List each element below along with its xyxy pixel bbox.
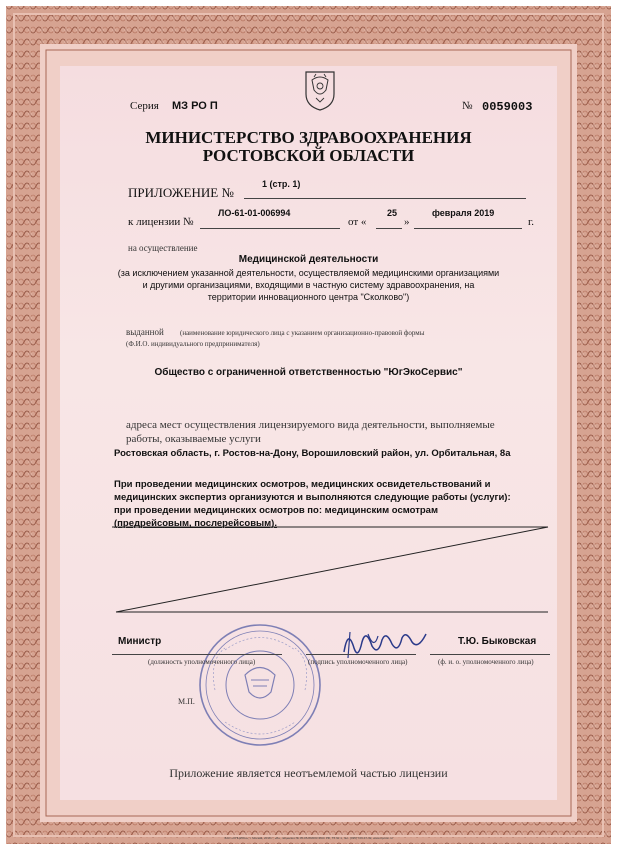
form-number: 0059003 [482,100,533,114]
signatory-name: Т.Ю. Быковская [458,636,537,647]
appendix-label: ПРИЛОЖЕНИЕ № [128,185,234,200]
ministry-title-line1: МИНИСТЕРСТВО ЗДРАВООХРАНЕНИЯ [145,128,472,147]
year-suffix: г. [528,216,535,228]
license-month-year: февраля 2019 [432,208,495,218]
activity-desc-line3: территории инновационного центра "Сколково") [207,292,410,302]
date-close-quote: » [404,216,410,228]
appendix-number: 1 (стр. 1) [262,179,301,189]
issued-note-line1: (наименование юридического лица с указанием организационно-правовой формы [180,329,425,337]
number-label: № [462,100,473,112]
footer-note: Приложение является неотъемлемой частью лицензии [169,766,448,780]
series-label: Серия [130,100,159,112]
appendix-underline [244,198,526,199]
license-number: ЛО-61-01-006994 [218,208,291,218]
caption-signature: (подпись уполномоченного лица) [308,658,408,666]
signatory-position: Министр [118,636,162,647]
day-underline [376,228,402,229]
license-label: к лицензии № [128,216,194,228]
name-underline [430,654,550,655]
position-underline [112,654,282,655]
activity-desc-line2: и другими организациями, входящими в частную систему здравоохранения, на [142,280,475,290]
issued-label: выданной [126,327,164,337]
activity-label: на осуществление [128,243,198,253]
printer-imprint: ЗАО «ОПЦИОН», г. Москва, 2018 г., «Б», лицензия № 05-05-09/003 ФНС РФ, ТЗ № 1, тел. (495) 726-47-42, www.opcion.ru [224,836,393,840]
activity-title: Медицинской деятельности [238,254,379,265]
organization-name: Общество с ограниченной ответственностью "ЮгЭкоСервис" [154,367,463,378]
license-day: 25 [387,208,398,218]
works-line3: при проведении медицинских осмотров по: медицинским осмотрам [114,505,438,516]
works-line1: При проведении медицинских осмотров, медицинских освидетельствований и [114,479,491,490]
license-number-underline [200,228,340,229]
date-from-label: от « [348,216,367,228]
works-line4: (предрейсовым, послерейсовым). [114,518,277,529]
series-value: МЗ РО П [172,100,218,112]
works-line2: медицинских экспертиз организуются и выполняются следующие работы (услуги): [114,492,511,503]
address-label-line2: работы, оказываемые услуги [126,433,261,445]
z-strike-lines [112,524,550,616]
signature-underline [306,654,416,655]
official-round-stamp [195,620,325,750]
caption-name: (ф. и. о. уполномоченного лица) [438,658,534,666]
coat-of-arms-emblem [300,68,340,112]
activity-desc-line1: (за исключением указанной деятельности, осуществляемой медицинскими организациями [117,268,500,278]
issued-note-line2: (Ф.И.О. индивидуального предпринимателя) [126,340,260,348]
stamp-place-label: М.П. [178,697,195,706]
month-underline [414,228,522,229]
ministry-title-line2: РОСТОВСКОЙ ОБЛАСТИ [202,146,415,165]
caption-position: (должность уполномоченного лица) [148,658,256,666]
address-value: Ростовская область, г. Ростов-на-Дону, Ворошиловский район, ул. Орбитальная, 8а [114,448,511,459]
address-label-line1: адреса мест осуществления лицензируемого вида деятельности, выполняемые [126,419,495,431]
